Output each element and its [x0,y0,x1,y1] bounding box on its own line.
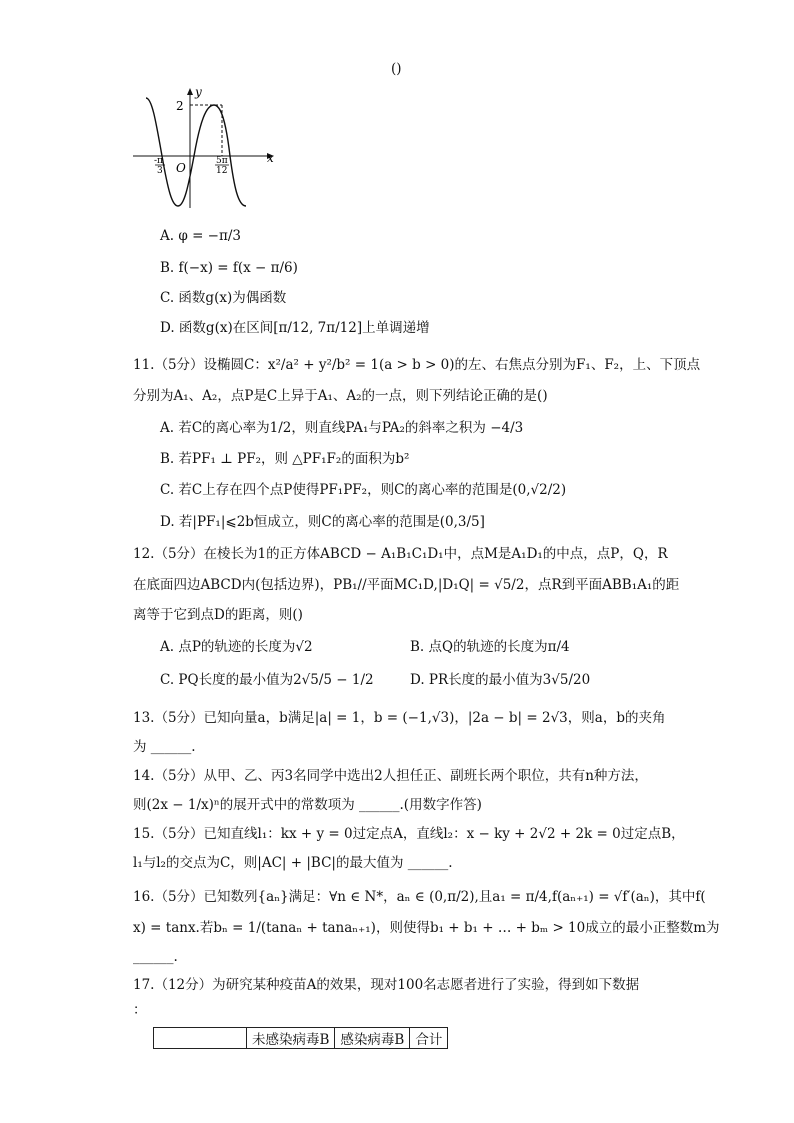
q13-line1: 13.（5分）已知向量a，b满足|a| = 1，b = (−1,√3)，|2a − b| = 2√3，则a，b的夹角 [133,710,666,726]
right-tick-numerator: 5π [216,156,228,166]
right-tick-denominator: 12 [216,166,228,176]
q10-option-d: D. 函数g(x)在区间[π/12, 7π/12]上单调递增 [160,320,430,336]
q12-option-c: C. PQ长度的最小值为2√5/5 − 1/2 [160,672,374,688]
q10-option-c: C. 函数g(x)为偶函数 [160,290,287,306]
q11-option-d: D. 若|PF₁|⩽2b恒成立，则C的离心率的范围是(0,3/5] [160,514,485,530]
left-tick-denominator: 3 [157,166,163,176]
x-axis-label: x [267,151,274,165]
y-axis-label: y [195,85,202,99]
q16-line2: x) = tanx.若bₙ = 1/(tanaₙ + tanaₙ₊₁)，则使得b₁ + b₁ + … + bₘ > 10成立的最小正整数m为 [133,920,720,936]
q10-option-b: B. f(−x) = f(x − π/6) [160,260,298,276]
y-max-label: 2 [176,99,184,113]
q11-option-a: A. 若C的离心率为1/2，则直线PA₁与PA₂的斜率之积为 −4/3 [160,420,524,436]
q11-option-c: C. 若C上存在四个点P使得PF₁PF₂，则C的离心率的范围是(0,√2/2) [160,482,567,498]
q14-line1: 14.（5分）从甲、乙、丙3名同学中选出2人担任正、副班长两个职位，共有n种方法， [133,768,648,784]
q17-line1: 17.（12分）为研究某种疫苗A的效果，现对100名志愿者进行了实验，得到如下数据 [133,977,640,993]
q17-line2: ： [133,1002,147,1018]
q15-line1: 15.（5分）已知直线l₁：kx + y = 0过定点A，直线l₂：x − ky + 2√2 + 2k = 0过定点B， [133,826,685,842]
q12-option-a: A. 点P的轨迹的长度为√2 [160,639,313,655]
q14-line2: 则(2x − 1/x)ⁿ的展开式中的常数项为 ______.(用数字作答) [133,797,482,813]
table-header-cell [154,1028,247,1049]
q17-data-table [153,1027,448,1049]
table-header-cell: 感染病毒B [335,1028,410,1049]
question-paren: () [391,61,402,77]
q12-line3: 离等于它到点D的距离，则() [133,607,303,623]
q12-option-b: B. 点Q的轨迹的长度为π/4 [410,639,570,655]
left-tick-numerator: -π [154,156,163,166]
q16-line3: ______. [133,949,178,965]
sine-graph [128,82,288,212]
q11-line1: 11.（5分）设椭圆C：x²/a² + y²/b² = 1(a > b > 0)的左、右焦点分别为F₁、F₂，上、下顶点 [133,357,701,373]
table-header-row [154,1028,448,1049]
q12-line2: 在底面四边ABCD内(包括边界)，PB₁//平面MC₁D,|D₁Q| = √5/2，点R到平面ABB₁A₁的距 [133,577,680,593]
q11-line2: 分别为A₁、A₂，点P是C上异于A₁、A₂的一点，则下列结论正确的是() [133,388,548,404]
q16-line1: 16.（5分）已知数列{aₙ}满足：∀n ∈ N*，aₙ ∈ (0,π/2),且a₁ = π/4,f(aₙ₊₁) = √f′(aₙ)，其中f( [133,889,706,905]
q15-line2: l₁与l₂的交点为C，则|AC| + |BC|的最大值为 ______. [133,855,453,871]
q12-line1: 12.（5分）在棱长为1的正方体ABCD − A₁B₁C₁D₁中，点M是A₁D₁的中点，点P，Q，R [133,546,668,562]
q13-line2: 为 ______. [133,739,196,755]
q12-option-d: D. PR长度的最小值为3√5/20 [410,672,591,688]
origin-label: O [176,161,186,175]
q10-option-a: A. φ = −π/3 [160,228,241,244]
table-header-cell: 未感染病毒B [247,1028,335,1049]
q11-option-b: B. 若PF₁ ⊥ PF₂，则 △PF₁F₂的面积为b² [160,451,410,467]
sine-curve [146,98,246,206]
table-header-cell: 合计 [410,1028,448,1049]
y-axis-arrow [187,88,193,95]
